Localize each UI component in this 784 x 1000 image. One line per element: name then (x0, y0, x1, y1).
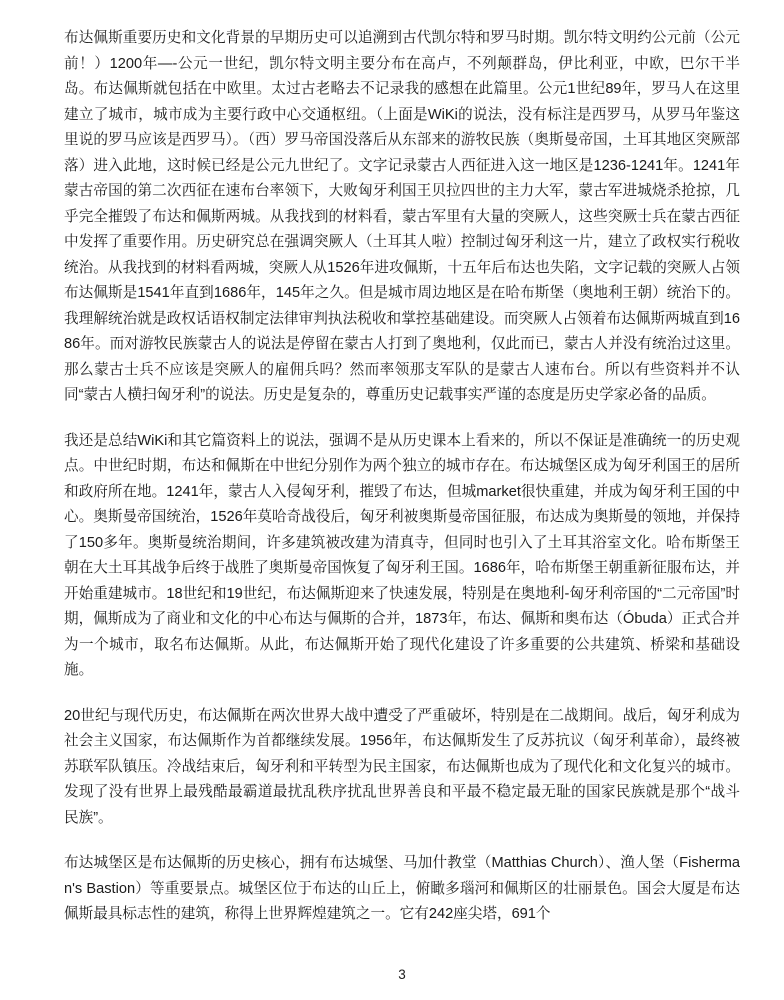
paragraph-3: 20世纪与现代历史，布达佩斯在两次世界大战中遭受了严重破坏，特别是在二战期间。战后，匈牙利成为社会主义国家，布达佩斯作为首都继续发展。1956年，布达佩斯发生了反苏抗议（匈牙利革命），最终被苏联军队镇压。冷战结束后，匈牙利和平转型为民主国家，布达佩斯也成为了现代化和文化复兴的城市。发现了没有世界上最残酷最霸道最扰乱秩序扰乱世界善良和平最不稳定最无耻的国家民族就是那个“战斗民族”。 (64, 707, 740, 826)
paragraph-4: 布达城堡区是布达佩斯的历史核心，拥有布达城堡、马加什教堂（Matthias Church）、渔人堡（Fisherman's Bastion）等重要景点。城堡区位于布达的山丘上，俯瞰多瑙河和佩斯区的壮丽景色。国会大厦是布达佩斯最具标志性的建筑，称得上世界辉煌建筑之一。它有242座尖塔，691个 (64, 855, 740, 922)
document-body (64, 26, 740, 967)
page-number: 3 (398, 967, 406, 982)
paragraph-1: 布达佩斯重要历史和文化背景的早期历史可以追溯到古代凯尔特和罗马时期。凯尔特文明约公元前（公元前！）1200年—-公元一世纪，凯尔特文明主要分布在高卢，不列颠群岛，伊比利亚，中欧，巴尔干半岛。布达佩斯就包括在中欧里。太过古老略去不记录我的感想在此篇里。公元1世纪89年，罗马人在这里建立了城市，城市成为主要行政中心交通枢纽。（上面是WiKi的说法，没有标注是西罗马，从罗马年鉴这里说的罗马应该是西罗马）。（西）罗马帝国没落后从东部来的游牧民族（奥斯曼帝国，土耳其地区突厥部落）进入此地，这时候已经是公元九世纪了。文字记录蒙古人西征进入这一地区是1236-1241年。1241年蒙古帝国的第二次西征在速布台率领下，大败匈牙利国王贝拉四世的主力大军，蒙古军进城烧杀抢掠，几乎完全摧毁了布达和佩斯两城。从我找到的材料看，蒙古军里有大量的突厥人，这些突厥士兵在蒙古西征中发挥了重要作用。历史研究总在强调突厥人（土耳其人啦）控制过匈牙利这一片，建立了政权实行税收统治。从我找到的材料看两城，突厥人从1526年进攻佩斯，十五年后布达也失陷，文字记载的突厥人占领布达佩斯是1541年直到1686年，145年之久。但是城市周边地区是在哈布斯堡（奥地利王朝）统治下的。我理解统治就是政权话语权制定法律审判执法税收和掌控基础建设。而突厥人占领着布达佩斯两城直到1686年。而对游牧民族蒙古人的说法是停留在蒙古人打到了奥地利，仅此而已，蒙古人并没有统治过这里。那么蒙古士兵不应该是突厥人的雇佣兵吗？然而率领那支军队的是蒙古人速布台。所以有些资料并不认同“蒙古人横扫匈牙利”的说法。历史是复杂的，尊重历史记载事实严谨的态度是历史学家必备的品质。 (64, 30, 740, 403)
paragraph-2: 我还是总结WiKi和其它篇资料上的说法，强调不是从历史课本上看来的，所以不保证是准确统一的历史观点。中世纪时期，布达和佩斯在中世纪分别作为两个独立的城市存在。布达城堡区成为匈牙利国王的居所和政府所在地。1241年，蒙古人入侵匈牙利，摧毁了布达，但城market很快重建，并成为匈牙利王国的中心。奥斯曼帝国统治，1526年莫哈奇战役后，匈牙利被奥斯曼帝国征服，布达成为奥斯曼的领地，并保持了150多年。奥斯曼统治期间，许多建筑被改建为清真寺，但同时也引入了土耳其浴室文化。哈布斯堡王朝在大土耳其战争后终于战胜了奥斯曼帝国恢复了匈牙利王国。1686年，哈布斯堡王朝重新征服布达，并开始重建城市。18世纪和19世纪，布达佩斯迎来了快速发展，特别是在奥地利-匈牙利帝国的“二元帝国”时期，佩斯成为了商业和文化的中心布达与佩斯的合并，1873年，布达、佩斯和奥布达（Óbuda）正式合并为一个城市，取名布达佩斯。从此，布达佩斯开始了现代化建设了许多重要的公共建筑、桥梁和基础设施。 (64, 432, 740, 678)
